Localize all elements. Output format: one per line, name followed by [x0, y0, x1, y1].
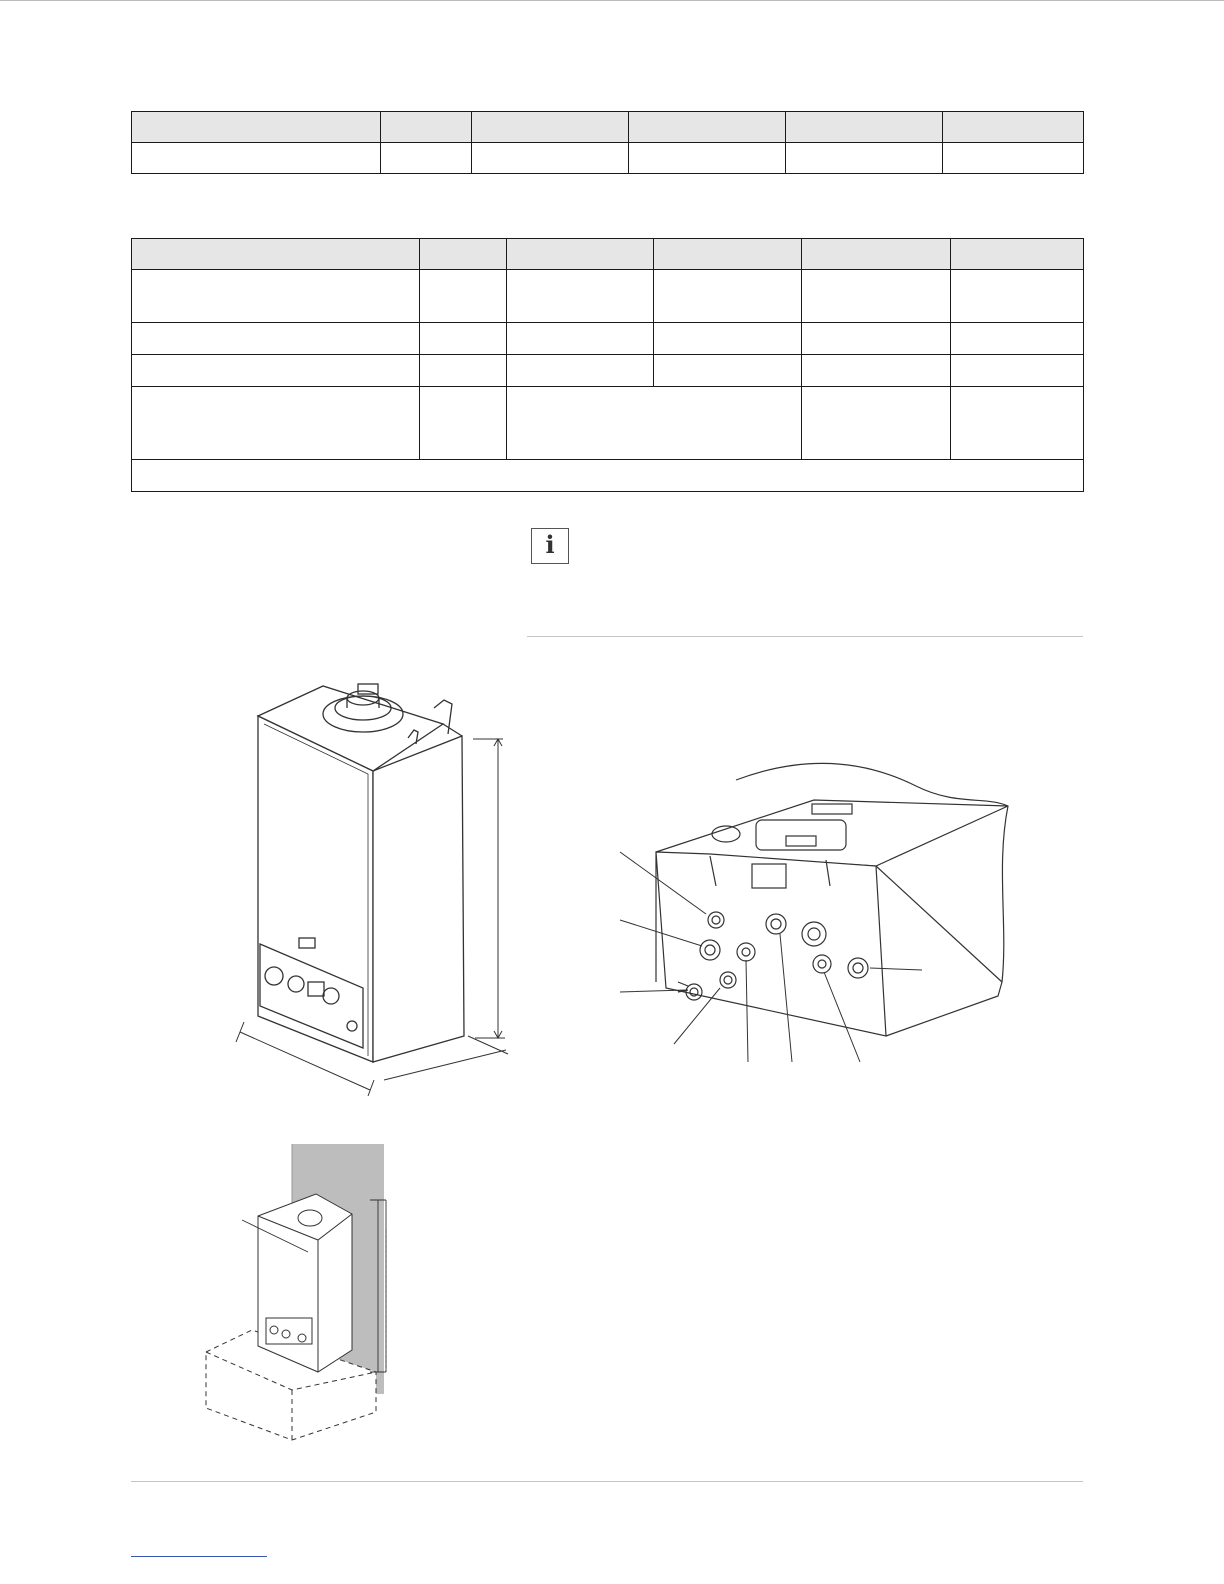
table-cell — [943, 143, 1084, 174]
table-header-cell — [802, 239, 951, 270]
table-header-cell — [132, 239, 420, 270]
table-header-cell — [381, 112, 472, 143]
table-cell — [507, 270, 654, 323]
table-header-cell — [420, 239, 507, 270]
table-cell — [420, 387, 507, 460]
boiler-clearance-figure — [196, 1140, 396, 1446]
table-cell — [802, 355, 951, 387]
boiler-dimensions-figure — [228, 676, 524, 1096]
table-cell — [802, 323, 951, 355]
table-cell — [802, 387, 951, 460]
table-cell — [507, 387, 802, 460]
table-cell — [951, 323, 1084, 355]
info-icon: i — [531, 528, 569, 564]
table-row — [132, 143, 1084, 174]
footer-link[interactable] — [131, 1556, 267, 1557]
table-cell — [629, 143, 786, 174]
table-cell — [802, 270, 951, 323]
table-header-cell — [951, 239, 1084, 270]
table-header-cell — [507, 239, 654, 270]
table-cell — [132, 323, 420, 355]
table-cell — [654, 323, 802, 355]
table-row — [132, 323, 1084, 355]
table-header-row — [132, 112, 1084, 143]
info-note-separator — [527, 636, 1083, 637]
page-top-rule — [0, 0, 1224, 1]
table-cell — [786, 143, 943, 174]
table-cell — [420, 323, 507, 355]
table-cell — [951, 387, 1084, 460]
table-cell — [132, 143, 381, 174]
spec-table-2 — [131, 238, 1084, 492]
table-header-cell — [629, 112, 786, 143]
table-cell — [132, 270, 420, 323]
table-footnote — [132, 460, 1084, 492]
table-cell — [420, 270, 507, 323]
table-cell — [951, 270, 1084, 323]
table-header-row — [132, 239, 1084, 270]
table-footnote-row — [132, 460, 1084, 492]
table-header-cell — [654, 239, 802, 270]
table-header-cell — [132, 112, 381, 143]
table-header-cell — [786, 112, 943, 143]
table-row — [132, 270, 1084, 323]
table-cell — [507, 323, 654, 355]
footer-separator — [131, 1481, 1083, 1482]
table-cell — [472, 143, 629, 174]
spec-table-1 — [131, 111, 1084, 174]
table-cell — [132, 387, 420, 460]
table-cell — [507, 355, 654, 387]
table-header-cell — [472, 112, 629, 143]
table-cell — [132, 355, 420, 387]
table-cell — [654, 355, 802, 387]
table-header-cell — [943, 112, 1084, 143]
table-cell — [654, 270, 802, 323]
table-cell — [951, 355, 1084, 387]
table-row — [132, 355, 1084, 387]
table-cell — [420, 355, 507, 387]
table-cell — [381, 143, 472, 174]
table-row — [132, 387, 1084, 460]
boiler-connections-figure — [616, 756, 1028, 1068]
